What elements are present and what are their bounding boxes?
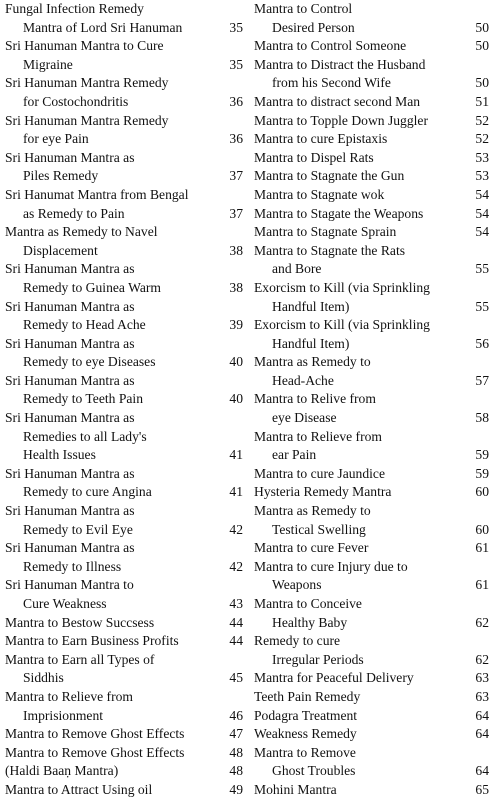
toc-entry (5, 465, 243, 502)
entry-title: Mantra to Stagnate the Gun (254, 168, 405, 184)
toc-entry (254, 279, 489, 316)
page-number: 35 (229, 19, 243, 35)
entry-title: Sri Hanuman Mantra Remedy (5, 112, 169, 128)
toc-right-column (254, 0, 489, 800)
entry-title: Sri Hanuman Mantra as (5, 410, 135, 426)
entry-title: Mantra to Earn all Types of (5, 651, 155, 667)
page-number: 46 (229, 707, 243, 723)
entry-title-continuation: Remedy to Teeth Pain (23, 391, 143, 407)
entry-title-continuation: Migraine (23, 56, 73, 72)
page-number: 53 (475, 168, 489, 184)
toc-entry (254, 37, 489, 56)
entry-title: Mantra as Remedy to Navel (5, 224, 158, 240)
entry-title-continuation: Mantra of Lord Sri Hanuman (23, 19, 183, 35)
page-number: 64 (475, 726, 489, 742)
toc-entry (254, 390, 489, 427)
entry-title-continuation: Weapons (272, 577, 322, 593)
toc-entry (5, 614, 243, 633)
toc-entry (254, 186, 489, 205)
entry-title-continuation: for eye Pain (23, 131, 89, 147)
toc-entry (254, 465, 489, 484)
toc-entry (254, 242, 489, 279)
page-number: 59 (475, 447, 489, 463)
entry-title: Mantra to Relieve from (5, 688, 133, 704)
page-number: 37 (229, 205, 243, 221)
toc-entry (254, 483, 489, 502)
toc-entry (254, 558, 489, 595)
entry-title-continuation: as Remedy to Pain (23, 205, 125, 221)
entry-title: Mantra to Control (254, 1, 353, 16)
entry-title: Mantra to Stagate the Weapons (254, 205, 424, 221)
page-number: 54 (475, 205, 489, 221)
page-number: 35 (229, 56, 243, 72)
entry-title-continuation: Remedy to cure Angina (23, 484, 152, 500)
toc-entry (254, 316, 489, 353)
page-number: 62 (475, 614, 489, 630)
toc-entry (254, 744, 489, 781)
page-number: 37 (229, 168, 243, 184)
entry-title: Mantra to cure Injury due to (254, 558, 408, 574)
toc-entry (5, 372, 243, 409)
page-number: 60 (475, 484, 489, 500)
entry-title: Exorcism to Kill (via Sprinkling (254, 317, 430, 333)
entry-title: Mantra to Attract Using oil (5, 781, 153, 797)
page-number: 54 (475, 186, 489, 202)
entry-title-continuation: Handful Item) (272, 335, 350, 351)
toc-entry (5, 781, 243, 800)
page-number: 58 (475, 410, 489, 426)
entry-title: Exorcism to Kill (via Sprinkling (254, 279, 430, 295)
toc-entry (254, 149, 489, 168)
entry-title-continuation: Piles Remedy (23, 168, 99, 184)
toc-entry (254, 502, 489, 539)
toc-entry (254, 725, 489, 744)
page-number: 62 (475, 651, 489, 667)
page-number: 59 (475, 465, 489, 481)
entry-title: Teeth Pain Remedy (254, 688, 361, 704)
page-number: 41 (229, 484, 243, 500)
toc-entry (5, 186, 243, 223)
page-number: 63 (475, 688, 489, 704)
entry-title-continuation: Imprisionment (23, 707, 104, 723)
page-number: 50 (475, 19, 489, 35)
entry-title: Mantra to Dispel Rats (254, 149, 374, 165)
toc-entry (254, 167, 489, 186)
entry-title: Mantra to Stagnate the Rats (254, 242, 406, 258)
entry-title: Mantra to cure Jaundice (254, 465, 385, 481)
entry-title: Mantra to cure Fever (254, 540, 369, 556)
toc-left-column (5, 0, 243, 800)
entry-title-continuation: ear Pain (272, 447, 317, 463)
page-number: 54 (475, 224, 489, 240)
entry-title-continuation: Ghost Troubles (272, 763, 356, 779)
toc-entry (5, 37, 243, 74)
toc-entry (254, 707, 489, 726)
entry-title-continuation: Siddhis (23, 670, 64, 686)
page-number: 65 (475, 781, 489, 797)
page-number: 49 (229, 781, 243, 797)
page-number: 47 (229, 726, 243, 742)
page-number: 55 (475, 298, 489, 314)
page-number: 45 (229, 670, 243, 686)
page-number: 52 (475, 112, 489, 128)
entry-title-continuation: Remedy to Evil Eye (23, 521, 133, 537)
entry-title-continuation: Testical Swelling (272, 521, 366, 537)
toc-entry (254, 632, 489, 669)
page-number: 39 (229, 317, 243, 333)
toc-entry (5, 223, 243, 260)
toc-entry (5, 576, 243, 613)
entry-title: Mantra to Conceive (254, 596, 362, 611)
entry-title-continuation: from his Second Wife (272, 75, 391, 91)
entry-title-continuation: Irregular Periods (272, 651, 364, 667)
entry-title-continuation: Healthy Baby (272, 614, 348, 630)
page-number: 50 (475, 38, 489, 54)
entry-title-continuation: Remedy to eye Diseases (23, 354, 156, 370)
entry-title: Sri Hanuman Mantra as (5, 261, 135, 277)
entry-title-continuation: Remedy to Illness (23, 558, 122, 574)
entry-title: Mantra as Remedy to (254, 354, 371, 370)
entry-title-continuation: Cure Weakness (23, 596, 107, 611)
entry-title: Mantra to Remove Ghost Effects (5, 744, 185, 760)
entry-title: Mantra to Control Someone (254, 38, 407, 54)
toc-entry (5, 74, 243, 111)
toc-entry (5, 409, 243, 465)
entry-title: Mantra as Remedy to (254, 503, 371, 519)
page-number: 36 (229, 93, 243, 109)
entry-title: Sri Hanuman Mantra as (5, 540, 135, 556)
page-number: 40 (229, 354, 243, 370)
page-number: 38 (229, 242, 243, 258)
entry-title: Sri Hanuman Mantra to Cure (5, 38, 164, 54)
entry-title-continuation: Remedy to Head Ache (23, 317, 146, 333)
entry-title: Mantra to cure Epistaxis (254, 131, 388, 147)
entry-title-continuation: eye Disease (272, 410, 337, 426)
toc-entry (254, 688, 489, 707)
toc-entry (254, 539, 489, 558)
entry-title: Sri Hanuman Mantra Remedy (5, 75, 169, 91)
entry-title: Mantra to Relieve from (254, 428, 382, 444)
entry-title: (Haldi Baaṇ Mantra) (5, 763, 119, 779)
toc-entry (254, 112, 489, 131)
entry-title: Mantra to distract second Man (254, 93, 421, 109)
toc-entry (254, 595, 489, 632)
entry-title: Hysteria Remedy Mantra (254, 484, 392, 500)
entry-title: Mantra to Remove (254, 744, 356, 760)
toc-entry (5, 0, 243, 37)
entry-title: Podagra Treatment (254, 707, 358, 723)
entry-title: Mantra for Peaceful Delivery (254, 670, 414, 686)
page-number: 57 (475, 372, 489, 388)
page-number: 50 (475, 75, 489, 91)
entry-title-continuation: Remedy to Guinea Warm (23, 279, 161, 295)
entry-title: Weakness Remedy (254, 726, 357, 742)
toc-entry (5, 335, 243, 372)
toc-entry (254, 781, 489, 800)
page-number: 64 (475, 707, 489, 723)
toc-entry (254, 130, 489, 149)
toc-entry (5, 632, 243, 651)
entry-title: Sri Hanuman Mantra to (5, 577, 134, 593)
toc-entry (5, 725, 243, 744)
entry-title-continuation: Remedies to all Lady's (23, 428, 147, 444)
page-number: 61 (475, 577, 489, 593)
entry-title: Mantra to Bestow Succsess (5, 614, 155, 630)
page-number: 43 (229, 596, 243, 611)
toc-entry (254, 669, 489, 688)
toc-entry (254, 353, 489, 390)
toc-entry (5, 688, 243, 725)
entry-title: Sri Hanumat Mantra from Bengal (5, 186, 189, 202)
page-number: 63 (475, 670, 489, 686)
entry-title-continuation: for Costochondritis (23, 93, 129, 109)
page-number: 44 (229, 633, 243, 649)
toc-entry (5, 112, 243, 149)
page-number: 44 (229, 614, 243, 630)
page-number: 52 (475, 131, 489, 147)
toc-entry (254, 223, 489, 242)
toc-entry (5, 762, 243, 781)
page-number: 61 (475, 540, 489, 556)
entry-title: Mantra to Stagnate wok (254, 186, 385, 202)
toc-entry (254, 205, 489, 224)
page-number: 48 (229, 763, 243, 779)
entry-title: Mantra to Topple Down Juggler (254, 112, 428, 128)
entry-title-continuation: Head-Ache (272, 372, 334, 388)
toc-entry (5, 149, 243, 186)
entry-title-continuation: Handful Item) (272, 298, 350, 314)
page-number: 42 (229, 558, 243, 574)
entry-title: Sri Hanuman Mantra as (5, 149, 135, 165)
page-number: 38 (229, 279, 243, 295)
entry-title-continuation: Displacement (23, 242, 98, 258)
toc-entry (5, 539, 243, 576)
page-number: 51 (475, 93, 489, 109)
toc-entry (5, 298, 243, 335)
toc-entry (5, 744, 243, 763)
entry-title: Sri Hanuman Mantra as (5, 503, 135, 519)
page-number: 42 (229, 521, 243, 537)
entry-title: Mantra to Remove Ghost Effects (5, 726, 185, 742)
page-number: 41 (229, 447, 243, 463)
entry-title-continuation: and Bore (272, 261, 322, 277)
entry-title: Sri Hanuman Mantra as (5, 335, 135, 351)
toc-entry (254, 56, 489, 93)
entry-title: Mantra to Distract the Husband (254, 56, 426, 72)
toc-entry (254, 0, 489, 37)
entry-title: Sri Hanuman Mantra as (5, 372, 135, 388)
page-number: 55 (475, 261, 489, 277)
entry-title: Mantra to Stagnate Sprain (254, 224, 397, 240)
toc-entry (254, 93, 489, 112)
toc-entry (5, 502, 243, 539)
page-number: 64 (475, 763, 489, 779)
entry-title-continuation: Desired Person (272, 19, 355, 35)
entry-title-continuation: Health Issues (23, 447, 96, 463)
entry-title: Mantra to Relive from (254, 391, 376, 407)
page-number: 60 (475, 521, 489, 537)
entry-title: Sri Hanuman Mantra as (5, 465, 135, 481)
entry-title: Remedy to cure (254, 633, 341, 649)
page-number: 48 (229, 744, 243, 760)
entry-title: Mohini Mantra (254, 781, 337, 797)
entry-title: Mantra to Earn Business Profits (5, 633, 179, 649)
page-number: 56 (475, 335, 489, 351)
page-number: 36 (229, 131, 243, 147)
toc-entry (254, 428, 489, 465)
toc-entry (5, 260, 243, 297)
entry-title: Sri Hanuman Mantra as (5, 298, 135, 314)
page-number: 40 (229, 391, 243, 407)
toc-entry (5, 651, 243, 688)
page-number: 53 (475, 149, 489, 165)
entry-title: Fungal Infection Remedy (5, 1, 144, 16)
